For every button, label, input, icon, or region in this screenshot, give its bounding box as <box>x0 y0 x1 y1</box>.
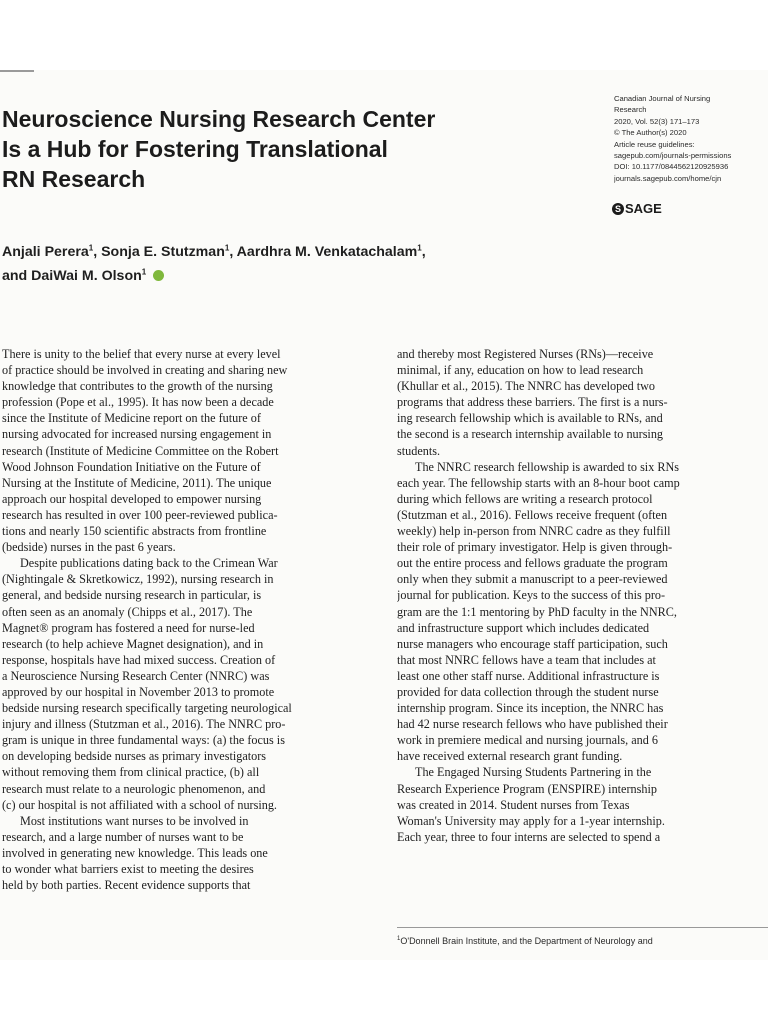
body-text-line: Most institutions want nurses to be involved in <box>20 813 249 828</box>
sage-mark-icon: S <box>612 203 624 215</box>
body-text-line: during which fellows are writing a research protocol <box>397 491 653 506</box>
body-text-line: ing research fellowship which is available to RNs, and <box>397 411 663 426</box>
title-line: RN Research <box>2 166 146 192</box>
body-text-line: only when they submit a manuscript to a peer-reviewed <box>397 572 668 587</box>
body-text-line: knowledge that contributes to the growth of the nursing <box>2 379 273 394</box>
body-text-line: research (Institute of Medicine Committee on the Robert <box>2 443 279 458</box>
affiliation-footnote <box>397 935 768 947</box>
publisher-logo <box>612 201 662 216</box>
affiliation-mark: 1 <box>88 243 94 253</box>
body-text-line: that most NNRC fellows have a team that includes at <box>397 652 656 667</box>
body-text-line: research must relate to a neurologic phenomenon, and <box>2 781 266 796</box>
body-text-line: out the entire process and fellows graduate the program <box>397 556 668 571</box>
body-text-line: without removing them from clinical practice, (b) all <box>2 765 260 780</box>
publisher-name: SAGE <box>625 201 662 216</box>
journal-name-cont: Research <box>614 105 647 115</box>
body-text-line: work in premiere medical and nursing journals, and 6 <box>397 733 658 748</box>
body-text-line: (Stutzman et al., 2016). Fellows receive frequent (often <box>397 507 668 522</box>
doi-line[interactable]: DOI: 10.1177/0844562120925936 <box>614 162 729 172</box>
body-text-line: the second is a research internship available to nursing <box>397 427 664 442</box>
authors-line-1 <box>2 240 602 264</box>
header-rule <box>0 70 34 72</box>
body-text-line: often seen as an anomaly (Chipps et al., 2017). The <box>2 604 253 619</box>
body-column-left <box>2 346 374 893</box>
body-text-line: (c) our hospital is not affiliated with a school of nursing. <box>2 797 277 812</box>
authors-line-2 <box>2 264 602 288</box>
body-text-line: (Khullar et al., 2015). The NNRC has developed two <box>397 379 656 394</box>
authors-text: and DaiWai M. Olson <box>2 268 142 284</box>
body-text-line: to wonder what barriers exist to meeting the desires <box>2 862 254 876</box>
journal-info <box>614 93 768 184</box>
journal-home-link[interactable]: journals.sagepub.com/home/cjn <box>614 173 722 183</box>
orcid-icon[interactable] <box>153 270 164 281</box>
permissions-link[interactable]: sagepub.com/journals-permissions <box>614 151 732 161</box>
body-text-line: internship program. Since its inception, the NNRC has <box>397 701 664 716</box>
body-text-line: Despite publications dating back to the Crimean War <box>20 556 278 571</box>
title-line: Neuroscience Nursing Research Center <box>2 106 436 132</box>
journal-name: Canadian Journal of Nursing <box>614 94 711 103</box>
body-text-line: gram is unique in three fundamental ways: (a) the focus is <box>2 733 285 748</box>
body-text-line: Wood Johnson Foundation Initiative on the Future of <box>2 459 261 474</box>
body-text-line: provided for data collection through the student nurse <box>397 684 659 699</box>
body-text-line: There is unity to the belief that every nurse at every level <box>2 347 281 361</box>
body-text-line: a Neuroscience Nursing Research Center (NNRC) was <box>2 668 270 683</box>
reuse-label: Article reuse guidelines: <box>614 139 695 149</box>
body-text-line: had 42 nurse research fellows who have published their <box>397 717 668 732</box>
affiliation-mark: 1 <box>417 243 422 253</box>
body-text-line: have received external research grant funding. <box>397 749 623 764</box>
body-text-line: Research Experience Program (ENSPIRE) internship <box>397 781 657 796</box>
footnote-text: O'Donnell Brain Institute, and the Department of Neurology and <box>400 936 653 946</box>
body-text-line: was created in 2014. Student nurses from Texas <box>397 797 630 812</box>
body-text-line: and thereby most Registered Nurses (RNs)—receive <box>397 347 654 361</box>
body-text-line: (bedside) nurses in the past 6 years. <box>2 540 176 555</box>
body-text-line: held by both parties. Recent evidence supports that <box>2 878 251 893</box>
body-text-line: The Engaged Nursing Students Partnering in the <box>415 765 652 780</box>
body-text-line: minimal, if any, education on how to lead research <box>397 363 644 378</box>
body-text-line: The NNRC research fellowship is awarded to six RNs <box>415 459 680 474</box>
title-line: Is a Hub for Fostering Translational <box>2 136 388 162</box>
body-text-line: response, hospitals have had mixed success. Creation of <box>2 652 276 667</box>
body-text-line: since the Institute of Medicine report on the future of <box>2 411 261 426</box>
footnote-divider <box>397 927 768 928</box>
body-text-line: approved by our hospital in November 2013 to promote <box>2 684 275 699</box>
body-text-line: of practice should be involved in creating and sharing new <box>2 363 288 378</box>
body-text-line: nurse managers who encourage staff participation, such <box>397 636 668 651</box>
author-list <box>2 240 602 288</box>
body-text-line: Each year, three to four interns are selected to spend a <box>397 829 661 844</box>
body-text-line: research has resulted in over 100 peer-reviewed publica- <box>2 507 278 522</box>
body-text-line: and infrastructure support which includes dedicated <box>397 620 650 635</box>
body-text-line: students. <box>397 443 440 458</box>
body-text-line: general, and bedside nursing research in particular, is <box>2 588 262 603</box>
body-text-line: (Nightingale & Skretkowicz, 1992), nursing research in <box>2 572 274 587</box>
body-text-line: journal for publication. Keys to the success of this pro- <box>397 588 666 603</box>
body-column-right <box>397 346 768 845</box>
body-text-line: tions and nearly 150 scientific abstracts from frontline <box>2 524 267 539</box>
body-text-line: weekly) help in-person from NNRC cadre as they fulfill <box>397 524 671 539</box>
body-text-line: each year. The fellowship starts with an 8-hour boot camp <box>397 475 680 490</box>
body-text-line: on developing bedside nurses as primary investigators <box>2 749 267 764</box>
journal-volume: 2020, Vol. 52(3) 171–173 <box>614 116 700 126</box>
body-text-line: approach our hospital developed to empower nursing <box>2 491 262 506</box>
body-text-line: least one other staff nurse. Additional infrastructure is <box>397 668 660 683</box>
body-text-line: research (to help achieve Magnet designation), and in <box>2 636 264 651</box>
body-text-line: their role of primary investigator. Help is given through- <box>397 540 673 555</box>
body-text-line: involved in generating new knowledge. This leads one <box>2 845 268 860</box>
body-text-line: research, and a large number of nurses want to be <box>2 829 244 844</box>
affiliation-mark: 1 <box>224 243 230 253</box>
body-text-line: profession (Pope et al., 1995). It has now been a decade <box>2 395 274 410</box>
body-text-line: Nursing at the Institute of Medicine, 2011). The unique <box>2 475 272 490</box>
authors-text: Anjali Perera$^1$, Sonja E. Stutzman$^1$, Aardhra M. Venkatachalam$^1$, <box>2 243 426 260</box>
footnote-mark: 1 <box>397 936 401 942</box>
body-text-line: injury and illness (Stutzman et al., 2016). The NNRC pro- <box>2 717 286 732</box>
copyright-line: © The Author(s) 2020 <box>614 128 687 138</box>
body-text-line: gram are the 1:1 mentoring by PhD faculty in the NNRC, <box>397 604 677 619</box>
body-text-line: Magnet® program has fostered a need for nurse-led <box>2 620 255 635</box>
body-text-line: nursing advocated for increased nursing engagement in <box>2 427 272 442</box>
body-text-line: bedside nursing research specifically targeting neurological <box>2 701 292 716</box>
article-title <box>2 104 532 194</box>
affiliation-mark: 1 <box>141 267 147 277</box>
body-text-line: programs that address these barriers. The first is a nurs- <box>397 395 668 410</box>
body-text-line: Woman's University may apply for a 1-year internship. <box>397 813 665 828</box>
